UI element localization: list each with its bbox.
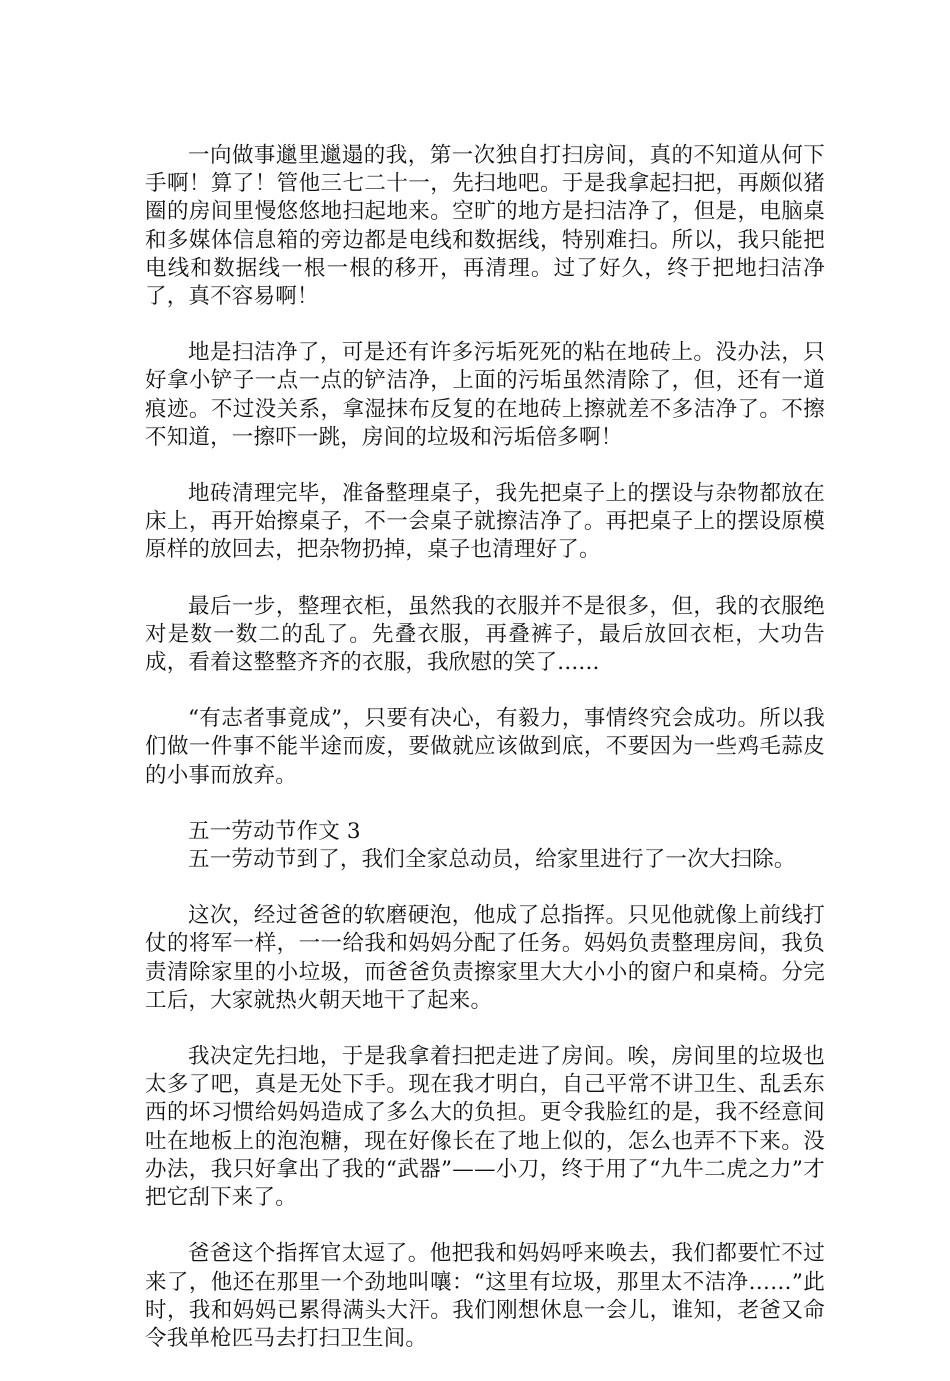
- paragraph-2: 地是扫洁净了，可是还有许多污垢死死的粘在地砖上。没办法，只好拿小铲子一点一点的铲洁净，上面的污垢虽然清除了，但，还有一道痕迹。不过没关系，拿湿抹布反复的在地砖上擦就差不多洁净了。不擦不知道，一擦吓一跳，房间的垃圾和污垢倍多啊！: [145, 340, 825, 450]
- paragraph-7: 这次，经过爸爸的软磨硬泡，他成了总指挥。只见他就像上前线打仗的将军一样，一一给我和妈妈分配了任务。妈妈负责整理房间，我负责清除家里的小垃圾，而爸爸负责擦家里大大小小的窗户和桌椅。分完工后，大家就热火朝天地干了起来。: [145, 903, 825, 1013]
- document-body: [145, 142, 825, 1381]
- section-heading: 五一劳动节作文 3: [188, 818, 361, 844]
- paragraph-8: 我决定先扫地，于是我拿着扫把走进了房间。唉，房间里的垃圾也太多了吧，真是无处下手。现在我才明白，自己平常不讲卫生、乱丢东西的坏习惯给妈妈造成了多么大的负担。更令我脸红的是，我不经意间吐在地板上的泡泡糖，现在好像长在了地上似的，怎么也弄不下来。没办法，我只好拿出了我的“武器”——小刀，终于用了“九牛二虎之力”才把它刮下来了。: [145, 1044, 825, 1211]
- paragraph-4: 最后一步，整理衣柜，虽然我的衣服并不是很多，但，我的衣服绝对是数一数二的乱了。先叠衣服，再叠裤子，最后放回衣柜，大功告成，看着这整整齐齐的衣服，我欣慰的笑了......: [145, 593, 825, 676]
- paragraph-9: 爸爸这个指挥官太逗了。他把我和妈妈呼来唤去，我们都要忙不过来了，他还在那里一个劲地叫嚷：“这里有垃圾，那里太不洁净……”此时，我和妈妈已累得满头大汗。我们刚想休息一会儿，谁知，老爸又命令我单枪匹马去打扫卫生间。: [145, 1241, 825, 1351]
- paragraph-5: “有志者事竟成”，只要有决心，有毅力，事情终究会成功。所以我们做一件事不能半途而废，要做就应该做到底，不要因为一些鸡毛蒜皮的小事而放弃。: [145, 706, 825, 788]
- paragraph-3: 地砖清理完毕，准备整理桌子，我先把桌子上的摆设与杂物都放在床上，再开始擦桌子，不一会桌子就擦洁净了。再把桌子上的摆设原模原样的放回去，把杂物扔掉，桌子也清理好了。: [145, 481, 825, 563]
- paragraph-6: 五一劳动节到了，我们全家总动员，给家里进行了一次大扫除。: [188, 847, 796, 873]
- paragraph-1: 一向做事邋里邋遢的我，第一次独自打扫房间，真的不知道从何下手啊！算了！管他三七二十一，先扫地吧。于是我拿起扫把，再颇似猪圈的房间里慢悠悠地扫起地来。空旷的地方是扫洁净了，但是，电脑桌和多媒体信息箱的旁边都是电线和数据线，特别难扫。所以，我只能把电线和数据线一根一根的移开，再清理。过了好久，终于把地扫洁净了，真不容易啊！: [145, 143, 825, 310]
